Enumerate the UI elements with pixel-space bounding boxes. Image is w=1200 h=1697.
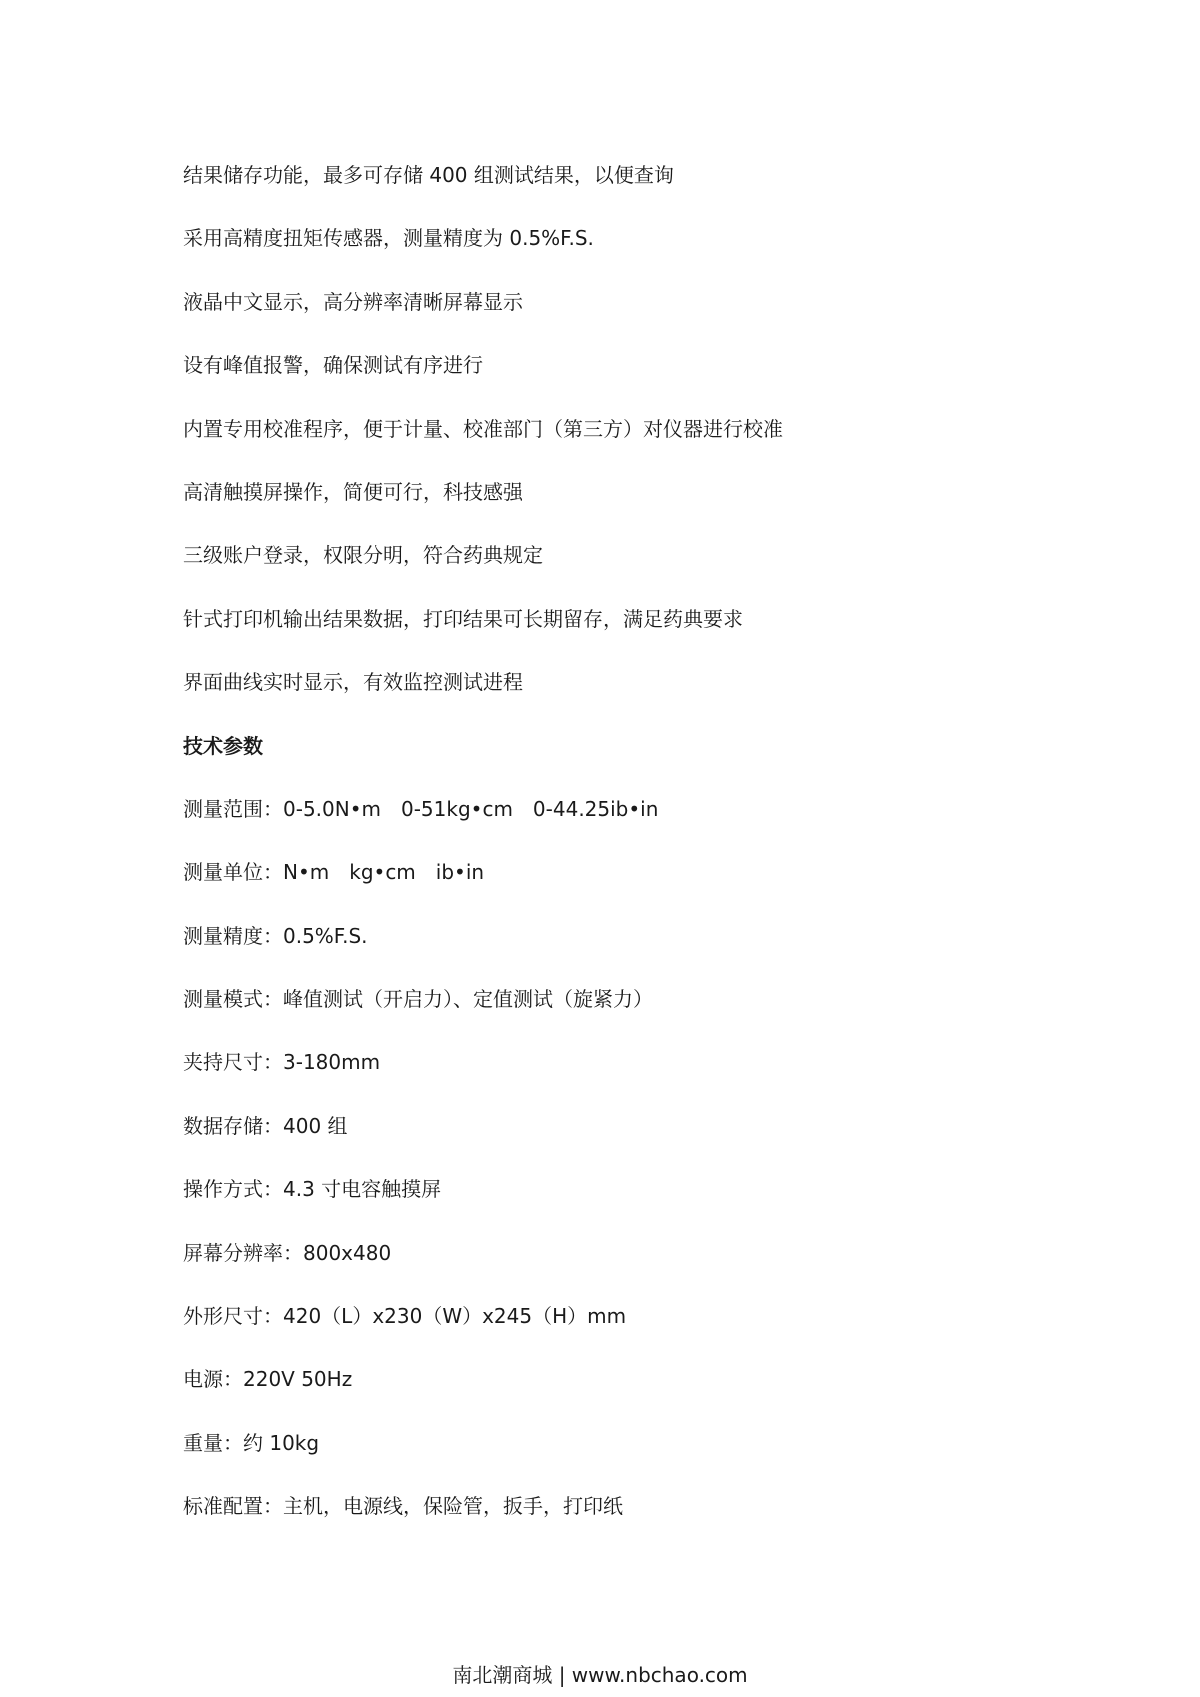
spec-line: 电源：220V 50Hz (183, 1367, 353, 1392)
spec-line: 标准配置：主机，电源线，保险管，扳手，打印纸 (183, 1494, 623, 1519)
feature-line: 针式打印机输出结果数据，打印结果可长期留存，满足药典要求 (183, 606, 743, 631)
feature-line: 三级账户登录，权限分明，符合药典规定 (183, 543, 543, 568)
spec-line: 外形尺寸：420（L）x230（W）x245（H）mm (183, 1304, 627, 1329)
spec-line: 测量范围：0-5.0N•m 0-51kg•cm 0-44.25ib•in (183, 796, 659, 821)
spec-line: 数据存储：400 组 (183, 1113, 348, 1138)
spec-line: 夹持尺寸：3-180mm (183, 1050, 381, 1075)
feature-line: 结果储存功能，最多可存储 400 组测试结果，以便查询 (183, 163, 674, 187)
feature-line: 液晶中文显示，高分辨率清晰屏幕显示 (183, 289, 523, 314)
feature-line: 内置专用校准程序，便于计量、校准部门（第三方）对仪器进行校准 (183, 416, 783, 441)
spec-line: 测量单位：N•m kg•cm ib•in (183, 860, 485, 885)
page-footer: 南北潮商城 | www.nbchao.com (452, 1663, 748, 1687)
spec-line: 屏幕分辨率：800x480 (183, 1240, 392, 1265)
spec-line: 操作方式：4.3 寸电容触摸屏 (183, 1177, 442, 1202)
spec-line: 测量模式：峰值测试（开启力）、定值测试（旋紧力） (183, 987, 653, 1012)
document-body (183, 160, 1083, 1555)
feature-line: 设有峰值报警，确保测试有序进行 (183, 353, 483, 378)
spec-line: 重量：约 10kg (183, 1430, 320, 1455)
feature-line: 高清触摸屏操作，简便可行，科技感强 (183, 479, 523, 504)
spec-line: 测量精度：0.5%F.S. (183, 923, 368, 948)
feature-line: 界面曲线实时显示，有效监控测试进程 (183, 670, 523, 695)
section-heading: 技术参数 (183, 733, 263, 758)
feature-line: 采用高精度扭矩传感器，测量精度为 0.5%F.S. (183, 226, 594, 251)
